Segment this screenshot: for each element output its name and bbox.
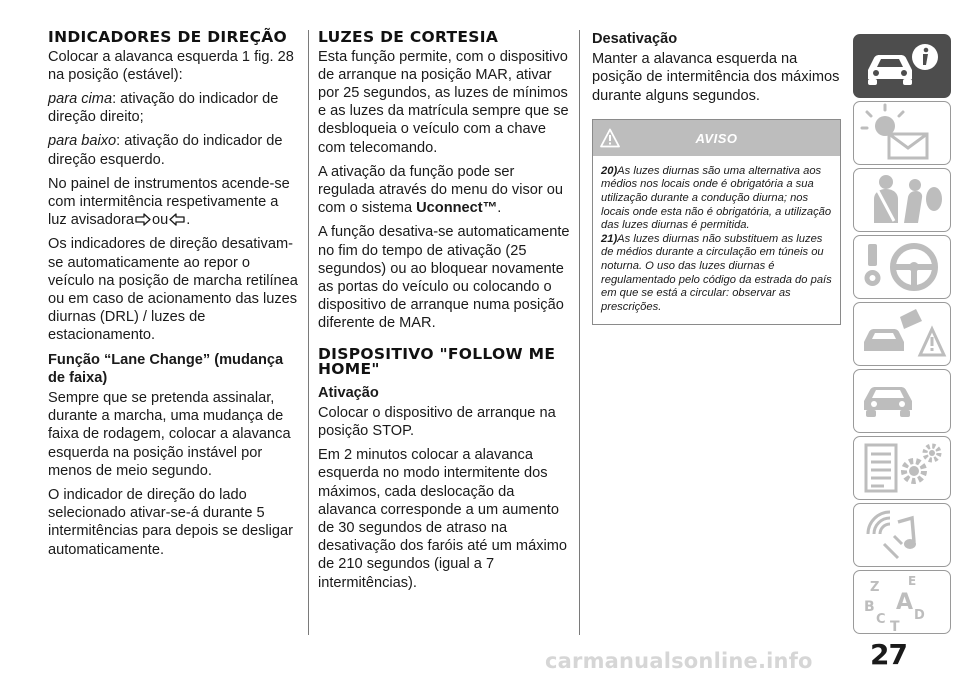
lights-envelope-icon — [854, 102, 950, 164]
key-steering-wheel-icon — [854, 236, 950, 298]
note-21-number: 21) — [601, 232, 618, 245]
index-letter-e: E — [908, 574, 917, 588]
tab-starting-driving[interactable] — [853, 235, 951, 299]
label-para-cima: para cima — [48, 90, 113, 107]
checklist-gears-icon — [854, 437, 950, 499]
seatbelt-airbag-icon — [854, 169, 950, 231]
para-lane-1: Sempre que se pretenda assinalar, durante a marcha, uma mudança de faixa de rodagem, colocar a alavanca esquerda na posição instável por menos de meio segundo. — [48, 389, 291, 479]
para-intro: Colocar a alavanca esquerda 1 fig. 28 na posição (estável): — [48, 48, 294, 83]
para-courtesy-2 — [318, 163, 570, 218]
para-deactivation: Manter a alavanca esquerda na posição de intermitência dos máximos durante alguns segundos. — [592, 51, 840, 104]
note-21 — [601, 233, 832, 315]
arrow-left-icon — [169, 213, 185, 226]
arrow-right-icon — [135, 213, 151, 226]
tab-emergency[interactable] — [853, 302, 951, 366]
column-indicadores — [48, 30, 298, 565]
aviso-body — [593, 156, 840, 325]
aviso-box — [592, 119, 841, 326]
index-letter-z: Z — [870, 580, 880, 595]
index-letter-c: C — [876, 612, 886, 627]
tab-safety[interactable] — [853, 168, 951, 232]
aviso-header — [593, 120, 840, 156]
aviso-title: AVISO — [695, 130, 738, 146]
para-lane-2: O indicador de direção do lado selecionado ativar-se-á durante 5 intermitências para depois se desligar automaticamente. — [48, 486, 293, 558]
index-letter-b: B — [864, 599, 875, 615]
para-courtesy-3: A função desativa-se automaticamente no fim do tempo de ativação (25 segundos) ou ao bloquear novamente as portas do veículo ou colocando o dispositivo de arranque numa posição diferente de MAR. — [318, 224, 570, 332]
multimedia-icon — [854, 504, 950, 566]
index-letter-t: T — [890, 619, 900, 633]
note-20-number: 20) — [601, 164, 618, 177]
label-para-baixo: para baixo — [48, 133, 117, 150]
car-info-icon — [854, 35, 950, 97]
para-panel — [48, 175, 298, 230]
alphabetical-index-icon — [854, 571, 950, 633]
index-letter-d: D — [914, 608, 925, 623]
para-down — [48, 132, 298, 168]
watermark: carmanualsonline.info — [545, 649, 813, 673]
column-divider — [308, 30, 309, 635]
para-up — [48, 90, 298, 126]
car-warning-icon — [854, 303, 950, 365]
column-divider — [579, 30, 580, 635]
brand-uconnect: Uconnect™ — [416, 200, 498, 217]
text-or: ou — [152, 212, 169, 229]
text-courtesy-2-end: . — [497, 200, 502, 217]
tab-index[interactable] — [853, 570, 951, 634]
text-up: : ativação do indicador de direção direito; — [48, 90, 279, 126]
car-service-icon — [854, 370, 950, 432]
column-desativacao — [592, 30, 842, 325]
tab-lights-messages[interactable] — [853, 101, 951, 165]
heading-follow-me-home: DISPOSITIVO "FOLLOW ME HOME" — [318, 344, 556, 379]
text-panel: No painel de instrumentos acende-se com intermitência respetivamente a luz avisadora — [48, 175, 290, 229]
note-20-text: As luzes diurnas são uma alternativa aos médios nos locais onde é obrigatória a sua utilização durante a condução diurna; nos locais onde esta não é obrigatória, a utilização das luzes diurnas é permitida. — [601, 164, 832, 232]
para-courtesy-1: Esta função permite, com o dispositivo de arranque na posição MAR, ativar por 25 segundos, as luzes de mínimos e as luzes da matrícula sempre que se desbloqueia o veículo com a chave com telecomando. — [318, 48, 569, 156]
heading-indicadores: INDICADORES DE DIREÇÃO — [48, 28, 288, 46]
heading-luzes-cortesia: LUZES DE CORTESIA — [318, 28, 499, 46]
tab-multimedia[interactable] — [853, 503, 951, 567]
text-courtesy-2: A ativação da função pode ser regulada através do menu do visor ou com o sistema — [318, 163, 564, 217]
tab-maintenance[interactable] — [853, 369, 951, 433]
para-auto-off: Os indicadores de direção desativam-se automaticamente ao repor o veículo na posição de marcha retilínea ou em caso de acionamento das luzes diurnas (DRL) / luzes de estacionamento. — [48, 236, 298, 344]
para-activation-2: Em 2 minutos colocar a alavanca esquerda no modo intermitente dos máximos, cada deslocação da alavanca corresponde a um aumento de 30 segundos de atraso na desativação dos faróis até um máximo de 210 segundos (igual a 7 intermitências). — [318, 447, 568, 591]
heading-desativacao: Desativação — [592, 31, 678, 47]
page-number: 27 — [870, 638, 907, 671]
text-panel-end: . — [186, 212, 191, 229]
note-20 — [601, 165, 832, 233]
para-activation-1: Colocar o dispositivo de arranque na posição STOP. — [318, 404, 556, 439]
heading-ativacao: Ativação — [318, 384, 379, 401]
tab-technical-data[interactable] — [853, 436, 951, 500]
note-21-text: As luzes diurnas não substituem as luzes de médios durante a circulação em túneis ou noturna. O uso das luzes diurnas é regulamentado pelo código da estrada do país em que se está a circular: observar as prescrições. — [601, 232, 832, 313]
tab-car-info[interactable] — [853, 34, 951, 98]
column-cortesia — [318, 30, 570, 598]
text-down: : ativação do indicador de direção esquerdo. — [48, 133, 283, 168]
heading-lane-change: Função “Lane Change” (mudança de faixa) — [48, 351, 284, 386]
index-letter-a: A — [896, 590, 914, 615]
